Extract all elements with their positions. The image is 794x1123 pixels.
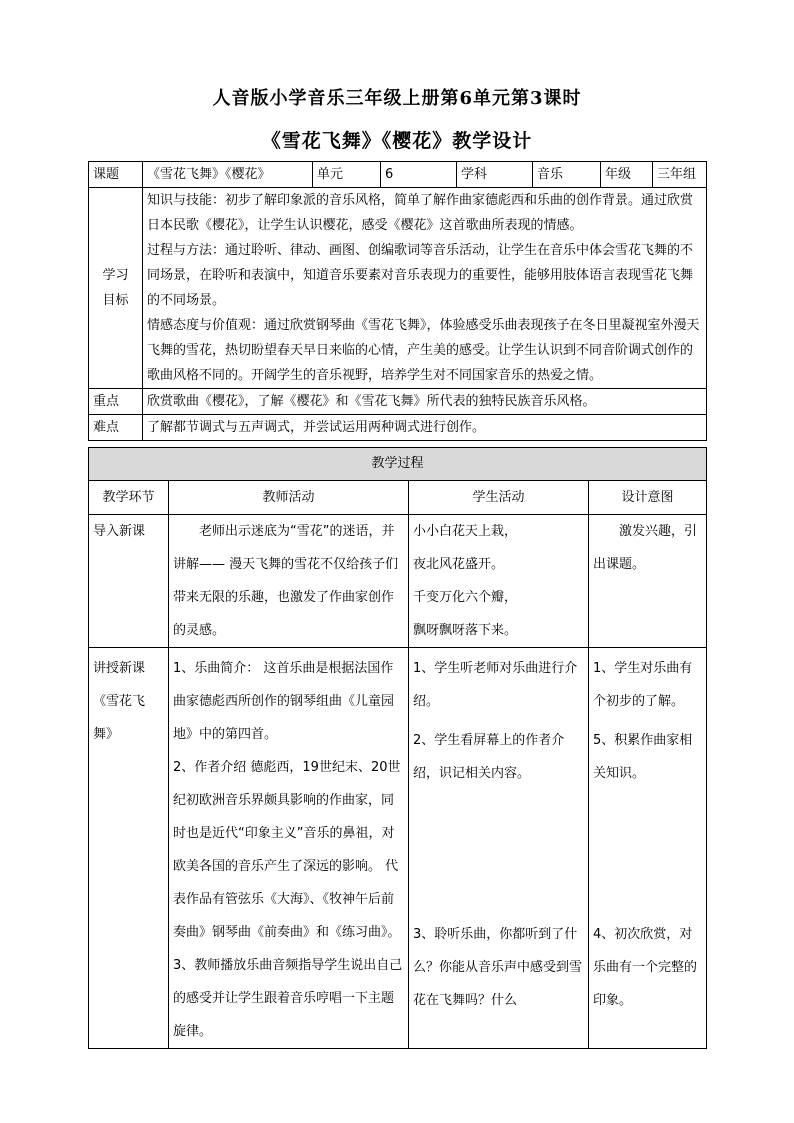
- process-header-row: [89, 481, 707, 515]
- new-teacher: 1、乐曲简介： 这首乐曲是根据法国作曲家德彪西所创作的钢琴组曲《儿童园地》中的第四首。 2、作者介绍 德彪西，19世纪末、20世纪初欧洲音乐界颇具影响的作曲家，同时也是近代“印象主义”音乐的鼻祖，对欧美各国的音乐产生了深远的影响。 代表作品有管弦乐《大海》、《牧神午后前奏曲》钢琴曲《前奏曲》和《练习曲》。 3、教师播放乐曲音频指导学生说出自己的感受并让学生跟着音乐哼唱一下主题旋律。: [169, 648, 409, 1049]
- header-intent: 设计意图: [589, 481, 707, 515]
- intro-stage: 导入新课: [89, 515, 169, 648]
- objectives-row: [89, 188, 707, 389]
- topic-value: 《雪花飞舞》《樱花》: [143, 162, 313, 188]
- intro-intent: 激发兴趣，引出课题。: [589, 515, 707, 648]
- new-intent: 1、学生对乐曲有个初步的了解。 5、积累作曲家相关知识。 4、初次欣赏，对乐曲有一个完整的印象。: [589, 648, 707, 1049]
- info-row: [89, 162, 707, 188]
- key-point-label: 重点: [89, 389, 143, 415]
- objective-knowledge: 知识与技能：初步了解印象派的音乐风格，简单了解作曲家德彪西和乐曲的创作背景。通过欣赏日本民歌《樱花》，让学生认识樱花，感受《樱花》这首歌曲所表现的情感。: [147, 193, 694, 233]
- objectives-content: [143, 188, 707, 389]
- objectives-label: 学习 目标: [89, 188, 143, 389]
- document-title: 人音版小学音乐三年级上册第6单元第3课时: [212, 88, 582, 109]
- intro-teacher: 老师出示迷底为“雪花”的迷语，并讲解—— 漫天飞舞的雪花不仅给孩子们带来无限的乐趣，也激发了作曲家创作的灵感。: [169, 515, 409, 648]
- intro-row: [89, 515, 707, 648]
- process-table: [88, 447, 707, 1049]
- new-lesson-row: [89, 648, 707, 1049]
- grade-value: 三年组: [653, 162, 707, 188]
- key-point-value: 欣赏歌曲《樱花》，了解《樱花》和《雪花飞舞》所代表的独特民族音乐风格。: [143, 389, 707, 415]
- process-band-row: [89, 448, 707, 481]
- new-student: 1、学生听老师对乐曲进行介绍。 2、学生看屏幕上的作者介绍，识记相关内容。 3、聆听乐曲，你都听到了什么？你能从音乐声中感受到雪花在飞舞吗？什么: [409, 648, 589, 1049]
- key-point-row: [89, 389, 707, 415]
- subject-label: 学科: [457, 162, 533, 188]
- document-subtitle: 《雪花飞舞》《樱花》教学设计: [261, 130, 533, 152]
- header-student: 学生活动: [409, 481, 589, 515]
- grade-label: 年级: [601, 162, 653, 188]
- info-table: [88, 161, 707, 441]
- header-stage: 教学环节: [89, 481, 169, 515]
- topic-label: 课题: [89, 162, 143, 188]
- objective-emotion: 情感态度与价值观：通过欣赏钢琴曲《雪花飞舞》，体验感受乐曲表现孩子在冬日里凝视室外漫天飞舞的雪花，热切盼望春天早日来临的心情，产生美的感受。让学生认识到不同音阶调式创作的歌曲风格不同的。开阔学生的音乐视野，培养学生对不同国家音乐的热爱之情。: [147, 318, 700, 383]
- subject-value: 音乐: [533, 162, 601, 188]
- difficulty-row: [89, 415, 707, 441]
- difficulty-value: 了解都节调式与五声调式，并尝试运用两种调式进行创作。: [143, 415, 707, 441]
- unit-label: 单元: [313, 162, 381, 188]
- new-stage: 讲授新课《雪花飞舞》: [89, 648, 169, 1049]
- objective-process: 过程与方法：通过聆听、律动、画图、创编歌词等音乐活动，让学生在音乐中体会雪花飞舞的不同场景，在聆听和表演中，知道音乐要素对音乐表现力的重要性，能够用肢体语言表现雪花飞舞的不同场景。: [147, 243, 694, 308]
- difficulty-label: 难点: [89, 415, 143, 441]
- header-teacher: 教师活动: [169, 481, 409, 515]
- unit-value: 6: [381, 162, 457, 188]
- process-band: 教学过程: [89, 448, 707, 481]
- intro-student: 小小白花天上栽， 夜北风花盛开。 千变万化六个瓣， 飘呀飘呀落下来。: [409, 515, 589, 648]
